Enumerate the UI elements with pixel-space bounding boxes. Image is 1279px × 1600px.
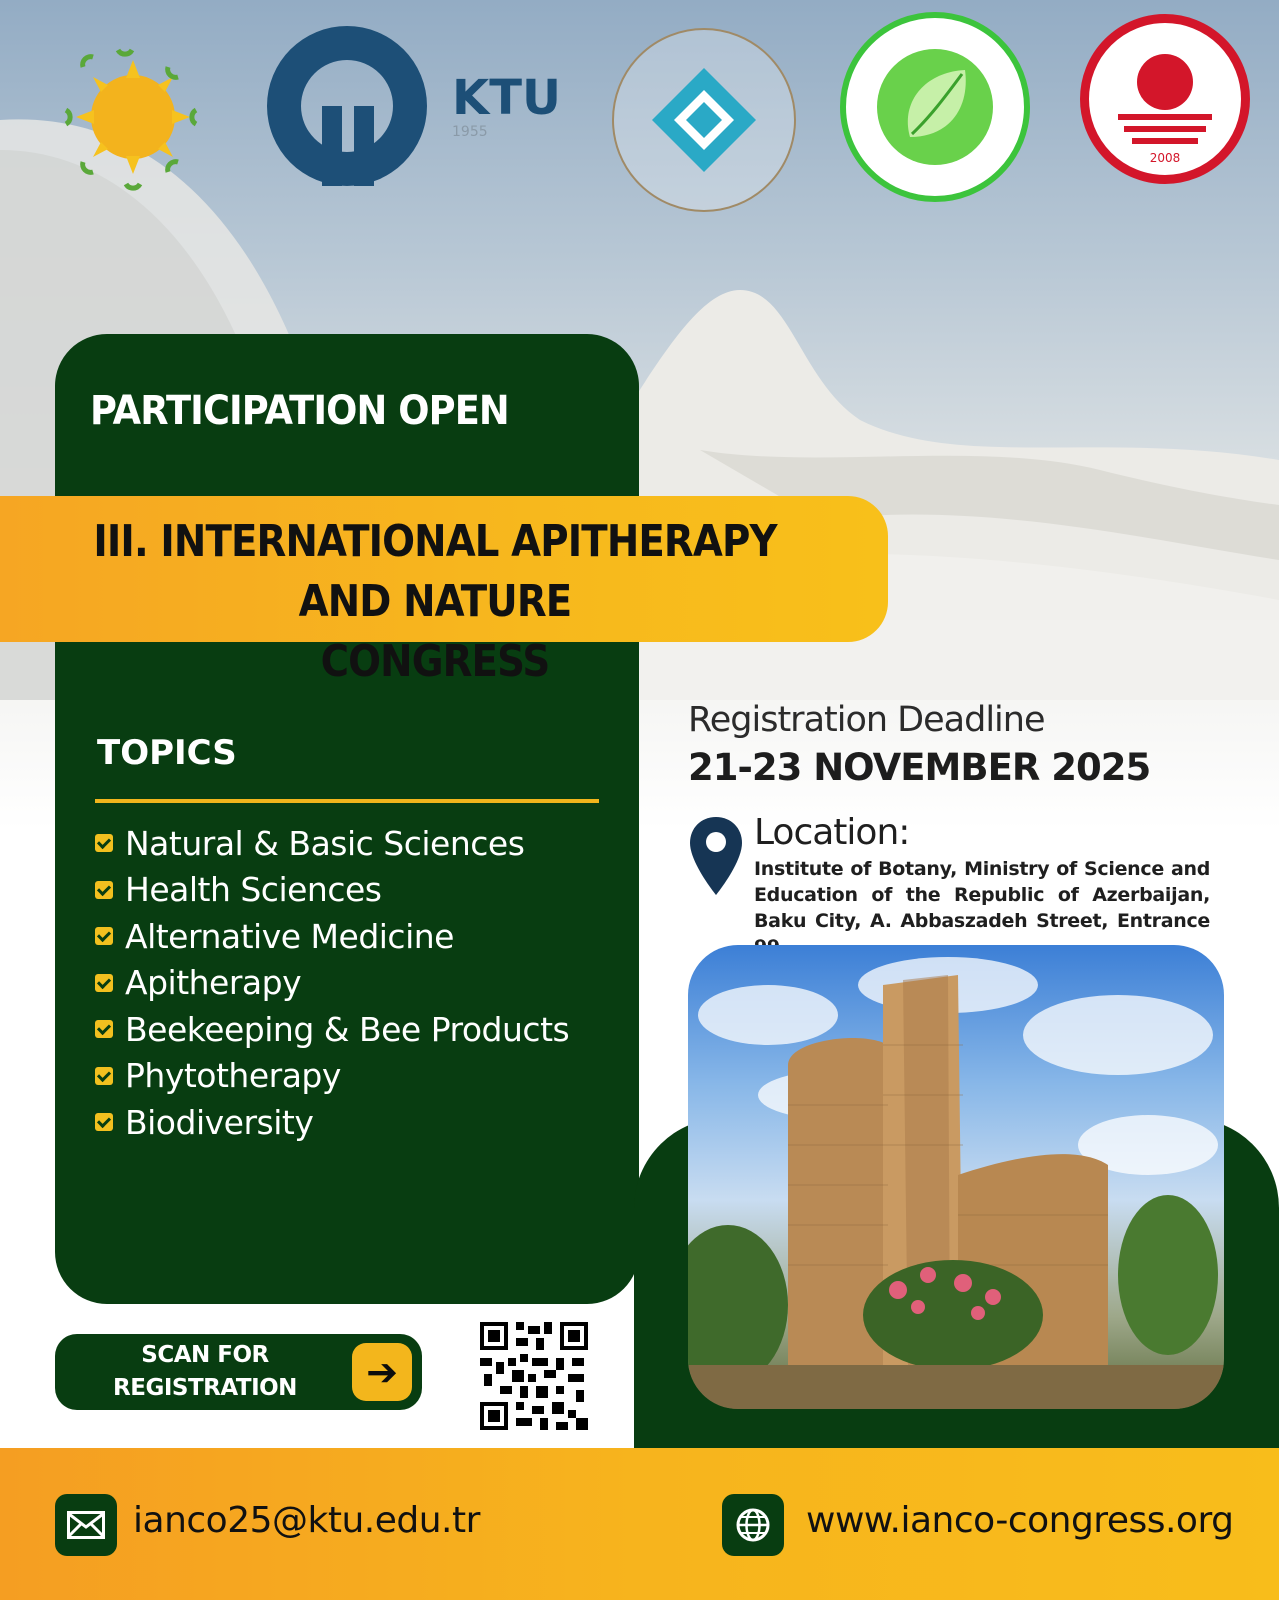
ktu-year: 1955 — [452, 124, 488, 140]
qr-code[interactable] — [480, 1322, 588, 1430]
registration-date: 21-23 NOVEMBER 2025 — [688, 746, 1151, 789]
congress-logo — [38, 22, 228, 212]
location-address: Institute of Botany, Ministry of Science and Education of the Republic of Azerbaijan, Baku City, A. Abbaszadeh Street, Entrance — [754, 858, 1210, 932]
location-pin-icon — [688, 815, 744, 897]
check-icon — [95, 974, 113, 992]
topic-item — [95, 1006, 569, 1053]
topic-label: Alternative Medicine — [125, 916, 454, 956]
mail-icon — [55, 1494, 117, 1556]
topic-label: Beekeeping & Bee Products — [125, 1009, 570, 1049]
ktu-name: KTU — [452, 70, 561, 126]
scan-registration-button[interactable] — [55, 1334, 422, 1410]
globe-icon — [722, 1494, 784, 1556]
topic-label: Biodiversity — [125, 1102, 314, 1142]
scan-label-line-2: REGISTRATION — [113, 1375, 297, 1401]
topic-label: Natural & Basic Sciences — [125, 823, 525, 863]
topic-item — [95, 1053, 569, 1100]
maiden-tower-photo — [688, 945, 1224, 1409]
registration-label: Registration Deadline — [688, 700, 1045, 740]
check-icon — [95, 1020, 113, 1038]
gumushane-logo — [1080, 14, 1250, 184]
topic-label: Phytotherapy — [125, 1056, 341, 1096]
botany-institute-logo — [840, 12, 1030, 202]
arrow-right-icon: ➔ — [352, 1343, 412, 1401]
topics-panel — [55, 334, 639, 1304]
scan-label — [55, 1339, 355, 1405]
check-icon — [95, 927, 113, 945]
topic-label: Apitherapy — [125, 963, 302, 1003]
ktu-logo — [262, 18, 562, 193]
topic-item — [95, 1099, 569, 1146]
topic-item — [95, 960, 569, 1007]
topic-item — [95, 820, 569, 867]
title-line-2: CONGRESS — [320, 636, 550, 687]
participation-heading: PARTICIPATION OPEN — [90, 388, 509, 434]
email-link[interactable]: ianco25@ktu.edu.tr — [133, 1500, 480, 1541]
website-link[interactable]: www.ianco-congress.org — [806, 1500, 1234, 1541]
check-icon — [95, 1067, 113, 1085]
check-icon — [95, 834, 113, 852]
check-icon — [95, 1113, 113, 1131]
title-line-1: III. INTERNATIONAL APITHERAPY AND NATURE — [93, 516, 777, 627]
topics-heading: TOPICS — [97, 733, 237, 773]
check-icon — [95, 881, 113, 899]
scan-label-line-1: SCAN FOR — [141, 1342, 269, 1368]
congress-title — [0, 512, 870, 692]
location-label: Location: — [754, 812, 910, 853]
topics-list — [95, 820, 569, 1146]
gumushane-year: 2008 — [1149, 151, 1181, 165]
nakhchivan-logo — [612, 28, 796, 212]
topic-item — [95, 867, 569, 914]
topics-divider — [95, 799, 599, 803]
topic-label: Health Sciences — [125, 870, 382, 910]
topic-item — [95, 913, 569, 960]
